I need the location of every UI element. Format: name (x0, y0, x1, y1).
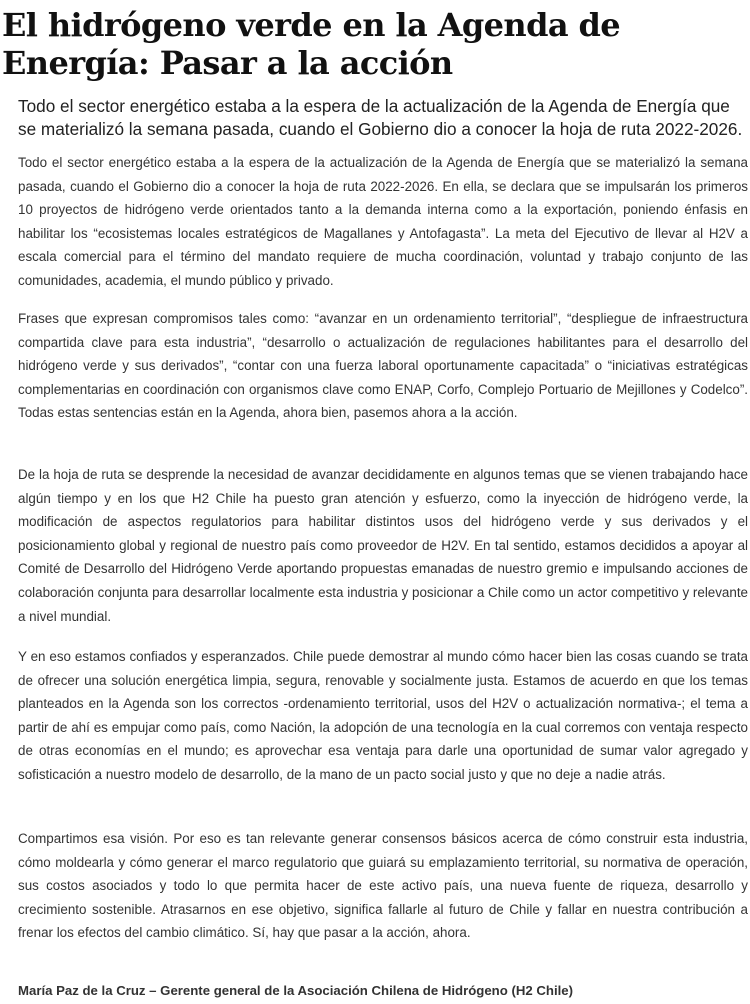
paragraph: De la hoja de ruta se desprende la necesidad de avanzar decididamente en algunos temas que se vienen trabajando hace algún tiempo y en los que H2 Chile ha puesto gran atención y esfuerzo, como la inyección de hidrógeno verde, la modificación de aspectos regulatorios para habilitar distintos usos del hidrógeno verde y sus derivados y el posicionamiento global y regional de nuestro país como proveedor de H2V. En tal sentido, estamos decididos a apoyar al Comité de Desarrollo del Hidrógeno Verde aportando propuestas emanadas de nuestro gremio e impulsando acciones de colaboración conjunta para desarrollar localmente esta industria y posicionar a Chile como un actor competitivo y relevante a nivel mundial. (18, 467, 748, 624)
paragraph: Y en eso estamos confiados y esperanzados. Chile puede demostrar al mundo cómo hacer bien las cosas cuando se trata de ofrecer una solución energética limpia, segura, renovable y socialmente justa. Estamos de acuerdo en que los temas planteados en la Agenda son los correctos -ordenamiento territorial, usos del H2V o actualización normativa-; el tema a partir de ahí es empujar como país, como Nación, la adopción de una tecnología en la cual corremos con ventaja respecto de otras economías en el mundo; es aprovechar esa ventaja para darle una oportunidad de sumar valor agregado y sofisticación a nuestro modelo de desarrollo, de la mano de un pacto social justo y que no deje a nadie atrás. (18, 649, 748, 782)
article-title: El hidrógeno verde en la Agenda de Energía: Pasar a la acción (2, 6, 621, 82)
paragraph: Compartimos esa visión. Por eso es tan relevante generar consensos básicos acerca de cómo construir esta industria, cómo moldearla y cómo generar el marco regulatorio que guiará su emplazamiento territorial, su normativa de operación, sus costos asociados y todo lo que permita hacer de este activo país, una nueva fuente de riqueza, desarrollo y crecimiento sostenible. Atrasarnos en ese objetivo, significa fallarle al futuro de Chile y fallar en nuestra contribución a frenar los efectos del cambio climático. Sí, hay que pasar a la acción, ahora. (18, 831, 748, 941)
paragraph: Frases que expresan compromisos tales como: “avanzar en un ordenamiento territorial”, “despliegue de infraestructura compartida clave para esta industria”, “desarrollo o actualización de regulaciones habilitantes para el desarrollo del hidrógeno verde y sus derivados”, “contar con una fuerza laboral oportunamente capacitada” o “iniciativas estratégicas complementarias en coordinación con organismos clave como ENAP, Corfo, Complejo Portuario de Mejillones y Codelco”. Todas estas sentencias están en la Agenda, ahora bien, pasemos ahora a la acción. (18, 311, 748, 421)
paragraph: Todo el sector energético estaba a la espera de la actualización de la Agenda de Energía que se materializó la semana pasada, cuando el Gobierno dio a conocer la hoja de ruta 2022-2026. En ella, se declara que se impulsarán los primeros 10 proyectos de hidrógeno verde orientados tanto a la demanda interna como a la exportación, poniendo énfasis en habilitar los “ecosistemas locales estratégicos de Magallanes y Antofagasta”. La meta del Ejecutivo de llevar al H2V a escala comercial para el término del mandato requiere de mucha coordinación, voluntad y trabajo conjunto de las comunidades, academia, el mundo público y privado. (18, 155, 748, 288)
author-signature: María Paz de la Cruz – Gerente general de la Asociación Chilena de Hidrógeno (H2 Chile) (18, 983, 573, 998)
article-lead: Todo el sector energético estaba a la espera de la actualización de la Agenda de Energía que se materializó la semana pasada, cuando el Gobierno dio a conocer la hoja de ruta 2022-2026. (18, 96, 743, 139)
